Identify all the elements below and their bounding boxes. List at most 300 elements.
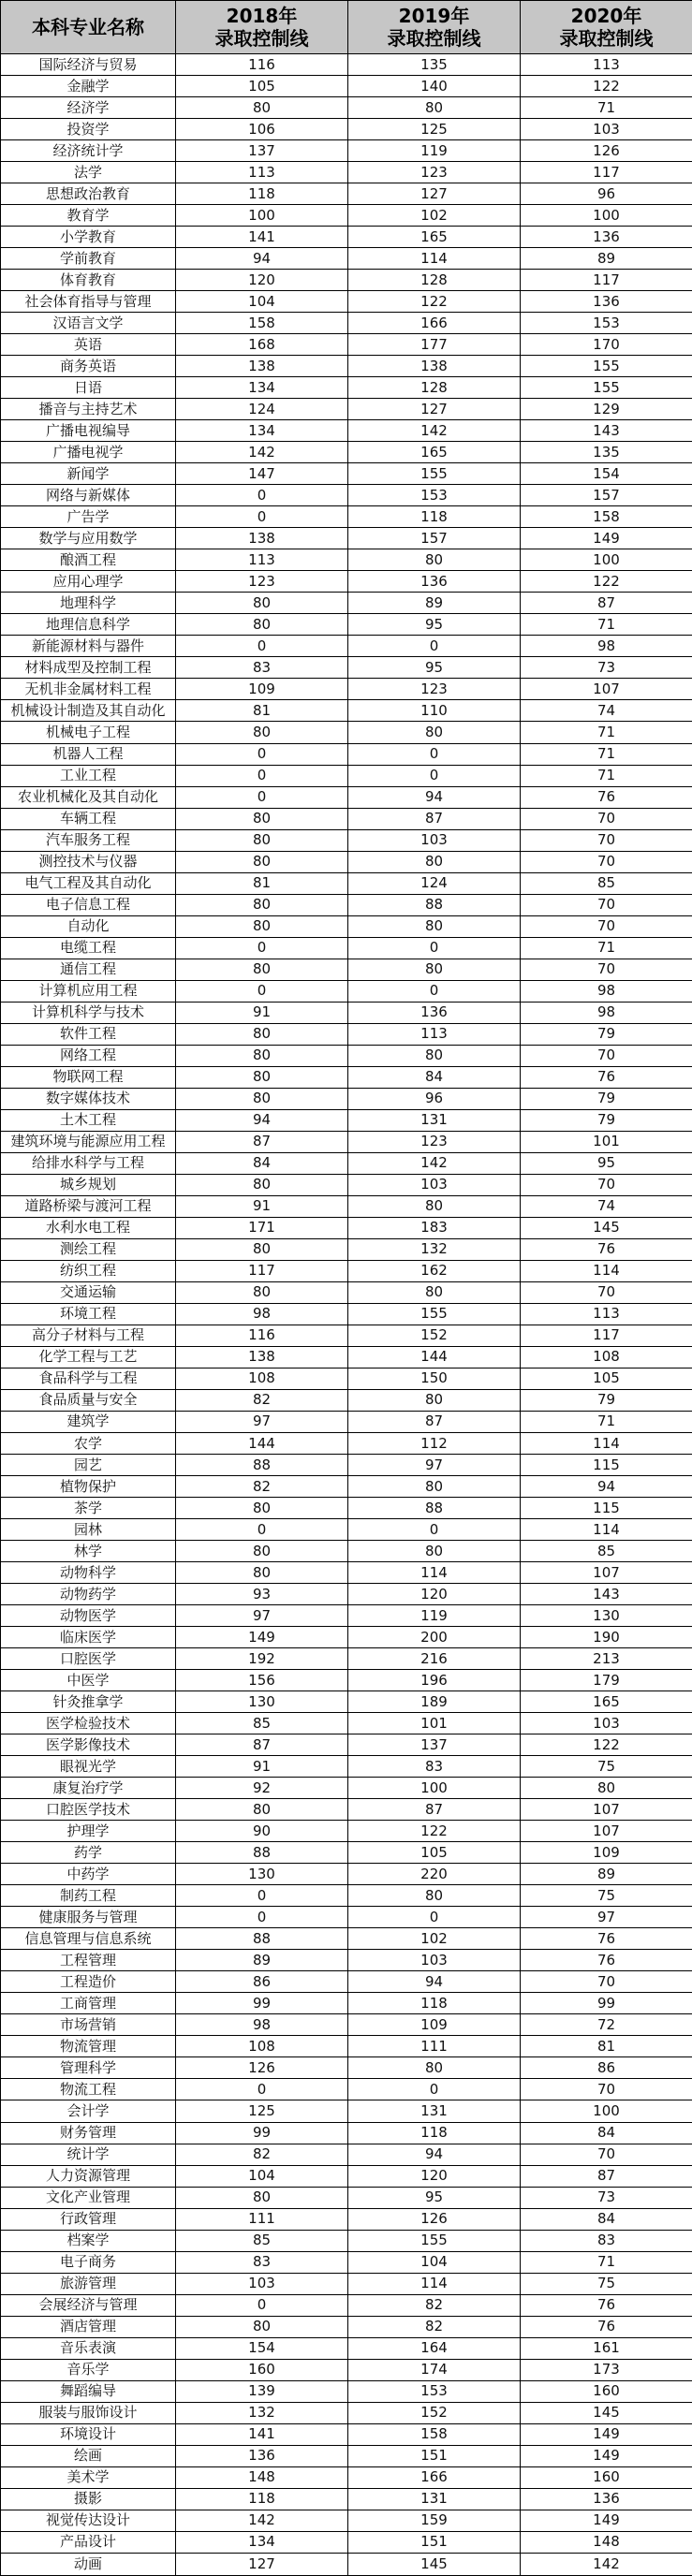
score-2020-cell: 103 xyxy=(521,119,692,140)
table-row xyxy=(1,1002,692,1023)
table-row xyxy=(1,1799,692,1821)
table-row xyxy=(1,959,692,980)
table-row xyxy=(1,2100,692,2122)
score-2018-cell: 108 xyxy=(176,1368,348,1389)
table-row xyxy=(1,1605,692,1627)
score-2018-cell: 116 xyxy=(176,54,348,76)
score-2020-cell: 70 xyxy=(521,808,692,829)
score-2020-cell: 70 xyxy=(521,915,692,937)
major-name-cell: 高分子材料与工程 xyxy=(1,1325,176,1346)
major-name-cell: 英语 xyxy=(1,334,176,356)
score-2020-cell: 79 xyxy=(521,1389,692,1411)
score-2020-cell: 76 xyxy=(521,1066,692,1088)
table-row xyxy=(1,485,692,506)
table-row xyxy=(1,722,692,743)
score-2020-cell: 94 xyxy=(521,1476,692,1498)
score-2019-cell: 80 xyxy=(348,1541,521,1562)
score-2018-cell: 113 xyxy=(176,162,348,183)
table-row xyxy=(1,2316,692,2337)
score-2018-cell: 142 xyxy=(176,442,348,463)
score-2020-cell: 75 xyxy=(521,1885,692,1907)
score-2018-cell: 0 xyxy=(176,485,348,506)
score-2020-cell: 70 xyxy=(521,851,692,872)
score-2019-cell: 109 xyxy=(348,2014,521,2036)
score-2020-cell: 107 xyxy=(521,679,692,700)
major-name-cell: 中医学 xyxy=(1,1670,176,1691)
score-2020-cell: 73 xyxy=(521,657,692,679)
score-2020-cell: 99 xyxy=(521,1993,692,2014)
major-name-cell: 建筑环境与能源应用工程 xyxy=(1,1131,176,1152)
table-row xyxy=(1,2488,692,2510)
major-name-cell: 服装与服饰设计 xyxy=(1,2402,176,2423)
score-2018-cell: 80 xyxy=(176,808,348,829)
score-2018-cell: 81 xyxy=(176,700,348,722)
major-name-cell: 茶学 xyxy=(1,1498,176,1519)
table-row xyxy=(1,1562,692,1584)
table-row xyxy=(1,2165,692,2187)
score-2020-cell: 89 xyxy=(521,1864,692,1885)
score-2019-cell: 82 xyxy=(348,2294,521,2316)
score-2019-cell: 138 xyxy=(348,356,521,377)
table-row xyxy=(1,915,692,937)
table-row xyxy=(1,657,692,679)
table-row xyxy=(1,1346,692,1368)
table-row xyxy=(1,356,692,377)
score-2020-cell: 213 xyxy=(521,1648,692,1670)
score-2018-cell: 82 xyxy=(176,2144,348,2165)
table-row xyxy=(1,76,692,97)
score-2018-cell: 87 xyxy=(176,1131,348,1152)
score-2020-cell: 113 xyxy=(521,1303,692,1325)
major-name-cell: 康复治疗学 xyxy=(1,1778,176,1799)
table-row xyxy=(1,1907,692,1928)
major-name-cell: 数学与应用数学 xyxy=(1,528,176,549)
table-row xyxy=(1,1152,692,1174)
major-name-cell: 车辆工程 xyxy=(1,808,176,829)
score-2020-cell: 75 xyxy=(521,2273,692,2294)
score-2018-cell: 0 xyxy=(176,765,348,786)
score-2018-cell: 158 xyxy=(176,313,348,334)
table-row xyxy=(1,2208,692,2230)
score-2018-cell: 154 xyxy=(176,2337,348,2359)
major-name-cell: 通信工程 xyxy=(1,959,176,980)
major-name-cell: 园林 xyxy=(1,1519,176,1541)
score-2018-cell: 88 xyxy=(176,1928,348,1950)
major-name-cell: 网络与新媒体 xyxy=(1,485,176,506)
major-name-cell: 机械电子工程 xyxy=(1,722,176,743)
major-name-cell: 健康服务与管理 xyxy=(1,1907,176,1928)
score-2018-cell: 80 xyxy=(176,1045,348,1066)
score-2018-cell: 149 xyxy=(176,1627,348,1648)
major-name-cell: 绘画 xyxy=(1,2445,176,2466)
score-2018-cell: 118 xyxy=(176,2488,348,2510)
score-2019-cell: 112 xyxy=(348,1433,521,1455)
score-2018-cell: 126 xyxy=(176,2057,348,2079)
score-2019-cell: 101 xyxy=(348,1713,521,1734)
table-row xyxy=(1,1217,692,1238)
table-row xyxy=(1,614,692,636)
score-2020-cell: 149 xyxy=(521,2423,692,2445)
score-2019-cell: 80 xyxy=(348,959,521,980)
score-2020-cell: 70 xyxy=(521,829,692,851)
score-2018-cell: 89 xyxy=(176,1950,348,1971)
score-2018-cell: 80 xyxy=(176,851,348,872)
score-2019-cell: 80 xyxy=(348,1389,521,1411)
score-2019-cell: 102 xyxy=(348,205,521,227)
score-2018-cell: 134 xyxy=(176,2531,348,2553)
score-2020-cell: 155 xyxy=(521,356,692,377)
score-2018-cell: 80 xyxy=(176,1498,348,1519)
score-2018-cell: 111 xyxy=(176,2208,348,2230)
table-row xyxy=(1,1325,692,1346)
table-row xyxy=(1,2251,692,2273)
major-name-cell: 数字媒体技术 xyxy=(1,1088,176,1109)
major-name-cell: 市场营销 xyxy=(1,2014,176,2036)
score-2019-cell: 152 xyxy=(348,1325,521,1346)
major-name-cell: 动物药学 xyxy=(1,1584,176,1605)
table-row xyxy=(1,1756,692,1778)
table-row xyxy=(1,2079,692,2100)
score-2018-cell: 80 xyxy=(176,1799,348,1821)
score-2020-cell: 136 xyxy=(521,2488,692,2510)
score-2020-cell: 161 xyxy=(521,2337,692,2359)
score-2019-cell: 155 xyxy=(348,1303,521,1325)
major-name-cell: 应用心理学 xyxy=(1,571,176,593)
score-2018-cell: 117 xyxy=(176,1260,348,1281)
table-row xyxy=(1,291,692,313)
score-2019-cell: 135 xyxy=(348,54,521,76)
score-2018-cell: 80 xyxy=(176,1066,348,1088)
score-2019-cell: 0 xyxy=(348,937,521,959)
score-2020-cell: 103 xyxy=(521,1713,692,1734)
score-2019-cell: 142 xyxy=(348,1152,521,1174)
major-name-cell: 网络工程 xyxy=(1,1045,176,1066)
major-name-cell: 给排水科学与工程 xyxy=(1,1152,176,1174)
score-2019-cell: 88 xyxy=(348,894,521,915)
score-2019-cell: 94 xyxy=(348,1971,521,1993)
score-2019-cell: 158 xyxy=(348,2423,521,2445)
score-2018-cell: 80 xyxy=(176,2187,348,2208)
score-2020-cell: 136 xyxy=(521,291,692,313)
score-2020-cell: 117 xyxy=(521,1325,692,1346)
score-2018-cell: 80 xyxy=(176,1174,348,1195)
score-2018-cell: 116 xyxy=(176,1325,348,1346)
table-row xyxy=(1,183,692,205)
score-2019-cell: 96 xyxy=(348,1088,521,1109)
score-2019-cell: 111 xyxy=(348,2036,521,2057)
major-name-cell: 软件工程 xyxy=(1,1023,176,1045)
major-name-cell: 产品设计 xyxy=(1,2531,176,2553)
score-2019-cell: 118 xyxy=(348,2122,521,2144)
score-2020-cell: 100 xyxy=(521,205,692,227)
score-2018-cell: 130 xyxy=(176,1864,348,1885)
score-2020-cell: 76 xyxy=(521,2316,692,2337)
score-2019-cell: 122 xyxy=(348,1821,521,1842)
score-2019-cell: 110 xyxy=(348,700,521,722)
score-2020-cell: 122 xyxy=(521,571,692,593)
score-2019-cell: 87 xyxy=(348,1799,521,1821)
score-2018-cell: 80 xyxy=(176,2316,348,2337)
score-2020-cell: 160 xyxy=(521,2380,692,2402)
major-name-cell: 音乐学 xyxy=(1,2359,176,2380)
major-name-cell: 播音与主持艺术 xyxy=(1,399,176,420)
table-row xyxy=(1,2337,692,2359)
score-2020-cell: 135 xyxy=(521,442,692,463)
major-name-cell: 药学 xyxy=(1,1842,176,1864)
table-row xyxy=(1,549,692,571)
score-2019-cell: 122 xyxy=(348,291,521,313)
table-row xyxy=(1,2014,692,2036)
table-row xyxy=(1,1260,692,1281)
score-2020-cell: 87 xyxy=(521,593,692,614)
score-2018-cell: 118 xyxy=(176,183,348,205)
major-name-cell: 环境设计 xyxy=(1,2423,176,2445)
score-2020-cell: 76 xyxy=(521,1928,692,1950)
major-name-cell: 计算机应用工程 xyxy=(1,980,176,1002)
major-name-cell: 商务英语 xyxy=(1,356,176,377)
major-name-cell: 建筑学 xyxy=(1,1411,176,1432)
score-2018-cell: 87 xyxy=(176,1734,348,1756)
score-2019-cell: 155 xyxy=(348,2230,521,2251)
score-2019-cell: 120 xyxy=(348,2165,521,2187)
major-name-cell: 交通运输 xyxy=(1,1281,176,1303)
major-name-cell: 机械设计制造及其自动化 xyxy=(1,700,176,722)
major-name-cell: 中药学 xyxy=(1,1864,176,1885)
table-row xyxy=(1,1842,692,1864)
header-2019: 2019年 录取控制线 xyxy=(348,1,521,54)
score-2019-cell: 151 xyxy=(348,2531,521,2553)
score-2018-cell: 90 xyxy=(176,1821,348,1842)
score-2019-cell: 123 xyxy=(348,679,521,700)
table-row xyxy=(1,227,692,248)
score-2018-cell: 80 xyxy=(176,1562,348,1584)
major-name-cell: 管理科学 xyxy=(1,2057,176,2079)
major-name-cell: 地理信息科学 xyxy=(1,614,176,636)
score-2020-cell: 84 xyxy=(521,2208,692,2230)
score-2018-cell: 0 xyxy=(176,506,348,528)
score-2019-cell: 0 xyxy=(348,980,521,1002)
table-row xyxy=(1,1821,692,1842)
table-row xyxy=(1,2036,692,2057)
major-name-cell: 电子信息工程 xyxy=(1,894,176,915)
score-2020-cell: 85 xyxy=(521,872,692,894)
score-2019-cell: 0 xyxy=(348,765,521,786)
table-row xyxy=(1,829,692,851)
score-2018-cell: 82 xyxy=(176,1476,348,1498)
score-2019-cell: 114 xyxy=(348,1562,521,1584)
score-2018-cell: 0 xyxy=(176,937,348,959)
score-2020-cell: 142 xyxy=(521,2553,692,2575)
score-2018-cell: 91 xyxy=(176,1002,348,1023)
score-2020-cell: 70 xyxy=(521,1174,692,1195)
score-2019-cell: 95 xyxy=(348,657,521,679)
score-2020-cell: 160 xyxy=(521,2466,692,2488)
table-row xyxy=(1,1433,692,1455)
header-2020: 2020年 录取控制线 xyxy=(521,1,692,54)
major-name-cell: 无机非金属材料工程 xyxy=(1,679,176,700)
score-2019-cell: 84 xyxy=(348,1066,521,1088)
score-2020-cell: 122 xyxy=(521,76,692,97)
major-name-cell: 经济统计学 xyxy=(1,140,176,162)
table-row xyxy=(1,442,692,463)
score-2020-cell: 113 xyxy=(521,54,692,76)
table-row xyxy=(1,2380,692,2402)
major-name-cell: 工商管理 xyxy=(1,1993,176,2014)
major-name-cell: 动物医学 xyxy=(1,1605,176,1627)
score-2020-cell: 107 xyxy=(521,1562,692,1584)
major-name-cell: 文化产业管理 xyxy=(1,2187,176,2208)
table-row xyxy=(1,334,692,356)
major-name-cell: 舞蹈编导 xyxy=(1,2380,176,2402)
major-name-cell: 自动化 xyxy=(1,915,176,937)
score-2018-cell: 98 xyxy=(176,1303,348,1325)
score-2018-cell: 0 xyxy=(176,1885,348,1907)
major-name-cell: 档案学 xyxy=(1,2230,176,2251)
score-2019-cell: 118 xyxy=(348,506,521,528)
score-2018-cell: 103 xyxy=(176,2273,348,2294)
major-name-cell: 针灸推拿学 xyxy=(1,1691,176,1713)
score-2020-cell: 71 xyxy=(521,2251,692,2273)
major-name-cell: 金融学 xyxy=(1,76,176,97)
score-2019-cell: 87 xyxy=(348,1411,521,1432)
score-2020-cell: 76 xyxy=(521,2294,692,2316)
score-2018-cell: 80 xyxy=(176,1088,348,1109)
score-2020-cell: 143 xyxy=(521,1584,692,1605)
score-2018-cell: 168 xyxy=(176,334,348,356)
score-2018-cell: 81 xyxy=(176,872,348,894)
score-2020-cell: 86 xyxy=(521,2057,692,2079)
score-2020-cell: 71 xyxy=(521,765,692,786)
score-2018-cell: 99 xyxy=(176,1993,348,2014)
score-2019-cell: 200 xyxy=(348,1627,521,1648)
score-2020-cell: 70 xyxy=(521,894,692,915)
table-row xyxy=(1,270,692,291)
score-2020-cell: 95 xyxy=(521,1152,692,1174)
score-2018-cell: 138 xyxy=(176,528,348,549)
score-2020-cell: 122 xyxy=(521,1734,692,1756)
score-2019-cell: 82 xyxy=(348,2316,521,2337)
table-row xyxy=(1,571,692,593)
table-row xyxy=(1,2531,692,2553)
score-2019-cell: 183 xyxy=(348,1217,521,1238)
score-2020-cell: 72 xyxy=(521,2014,692,2036)
score-2019-cell: 95 xyxy=(348,2187,521,2208)
score-2020-cell: 79 xyxy=(521,1109,692,1131)
major-name-cell: 汉语言文学 xyxy=(1,313,176,334)
score-2018-cell: 113 xyxy=(176,549,348,571)
score-2018-cell: 132 xyxy=(176,2402,348,2423)
table-row xyxy=(1,1648,692,1670)
score-2020-cell: 190 xyxy=(521,1627,692,1648)
score-2019-cell: 103 xyxy=(348,829,521,851)
major-name-cell: 汽车服务工程 xyxy=(1,829,176,851)
score-2019-cell: 125 xyxy=(348,119,521,140)
score-2020-cell: 107 xyxy=(521,1821,692,1842)
table-row xyxy=(1,2423,692,2445)
score-2019-cell: 80 xyxy=(348,1476,521,1498)
score-2018-cell: 88 xyxy=(176,1842,348,1864)
score-2020-cell: 71 xyxy=(521,937,692,959)
score-2019-cell: 136 xyxy=(348,571,521,593)
score-2019-cell: 80 xyxy=(348,1281,521,1303)
score-2018-cell: 99 xyxy=(176,2122,348,2144)
major-name-cell: 水利水电工程 xyxy=(1,1217,176,1238)
table-row xyxy=(1,894,692,915)
major-name-cell: 体育教育 xyxy=(1,270,176,291)
score-2020-cell: 76 xyxy=(521,786,692,808)
score-2018-cell: 80 xyxy=(176,894,348,915)
score-2020-cell: 71 xyxy=(521,743,692,765)
score-2019-cell: 123 xyxy=(348,162,521,183)
score-2020-cell: 71 xyxy=(521,97,692,119)
score-2019-cell: 127 xyxy=(348,183,521,205)
score-2020-cell: 117 xyxy=(521,162,692,183)
score-2020-cell: 100 xyxy=(521,549,692,571)
score-2019-cell: 136 xyxy=(348,1002,521,1023)
score-2019-cell: 166 xyxy=(348,2466,521,2488)
major-name-cell: 林学 xyxy=(1,1541,176,1562)
score-2018-cell: 108 xyxy=(176,2036,348,2057)
score-2020-cell: 145 xyxy=(521,2402,692,2423)
score-2020-cell: 105 xyxy=(521,1368,692,1389)
table-row xyxy=(1,1584,692,1605)
score-2020-cell: 79 xyxy=(521,1023,692,1045)
score-2019-cell: 128 xyxy=(348,377,521,399)
table-row xyxy=(1,463,692,485)
score-2020-cell: 154 xyxy=(521,463,692,485)
table-row xyxy=(1,2510,692,2531)
score-2019-cell: 119 xyxy=(348,1605,521,1627)
major-name-cell: 化学工程与工艺 xyxy=(1,1346,176,1368)
score-2018-cell: 124 xyxy=(176,399,348,420)
score-2020-cell: 70 xyxy=(521,1281,692,1303)
score-2018-cell: 94 xyxy=(176,248,348,270)
score-2020-cell: 158 xyxy=(521,506,692,528)
score-2019-cell: 97 xyxy=(348,1455,521,1476)
score-2018-cell: 0 xyxy=(176,1907,348,1928)
table-row xyxy=(1,1195,692,1217)
table-row xyxy=(1,872,692,894)
major-name-cell: 农业机械化及其自动化 xyxy=(1,786,176,808)
score-2018-cell: 138 xyxy=(176,356,348,377)
major-name-cell: 医学影像技术 xyxy=(1,1734,176,1756)
major-name-cell: 口腔医学技术 xyxy=(1,1799,176,1821)
table-row xyxy=(1,2273,692,2294)
score-2019-cell: 102 xyxy=(348,1928,521,1950)
score-2019-cell: 80 xyxy=(348,549,521,571)
score-2019-cell: 80 xyxy=(348,851,521,872)
table-row xyxy=(1,851,692,872)
score-2019-cell: 145 xyxy=(348,2553,521,2575)
major-name-cell: 投资学 xyxy=(1,119,176,140)
score-2019-cell: 131 xyxy=(348,2100,521,2122)
major-name-cell: 音乐表演 xyxy=(1,2337,176,2359)
score-2019-cell: 166 xyxy=(348,313,521,334)
table-row xyxy=(1,808,692,829)
table-row xyxy=(1,1238,692,1260)
major-name-cell: 口腔医学 xyxy=(1,1648,176,1670)
table-row xyxy=(1,1670,692,1691)
score-2020-cell: 179 xyxy=(521,1670,692,1691)
score-2018-cell: 130 xyxy=(176,1691,348,1713)
table-row xyxy=(1,2359,692,2380)
table-row xyxy=(1,1088,692,1109)
score-2018-cell: 100 xyxy=(176,205,348,227)
score-2020-cell: 117 xyxy=(521,270,692,291)
major-name-cell: 农学 xyxy=(1,1433,176,1455)
score-2020-cell: 76 xyxy=(521,1238,692,1260)
score-2019-cell: 155 xyxy=(348,463,521,485)
